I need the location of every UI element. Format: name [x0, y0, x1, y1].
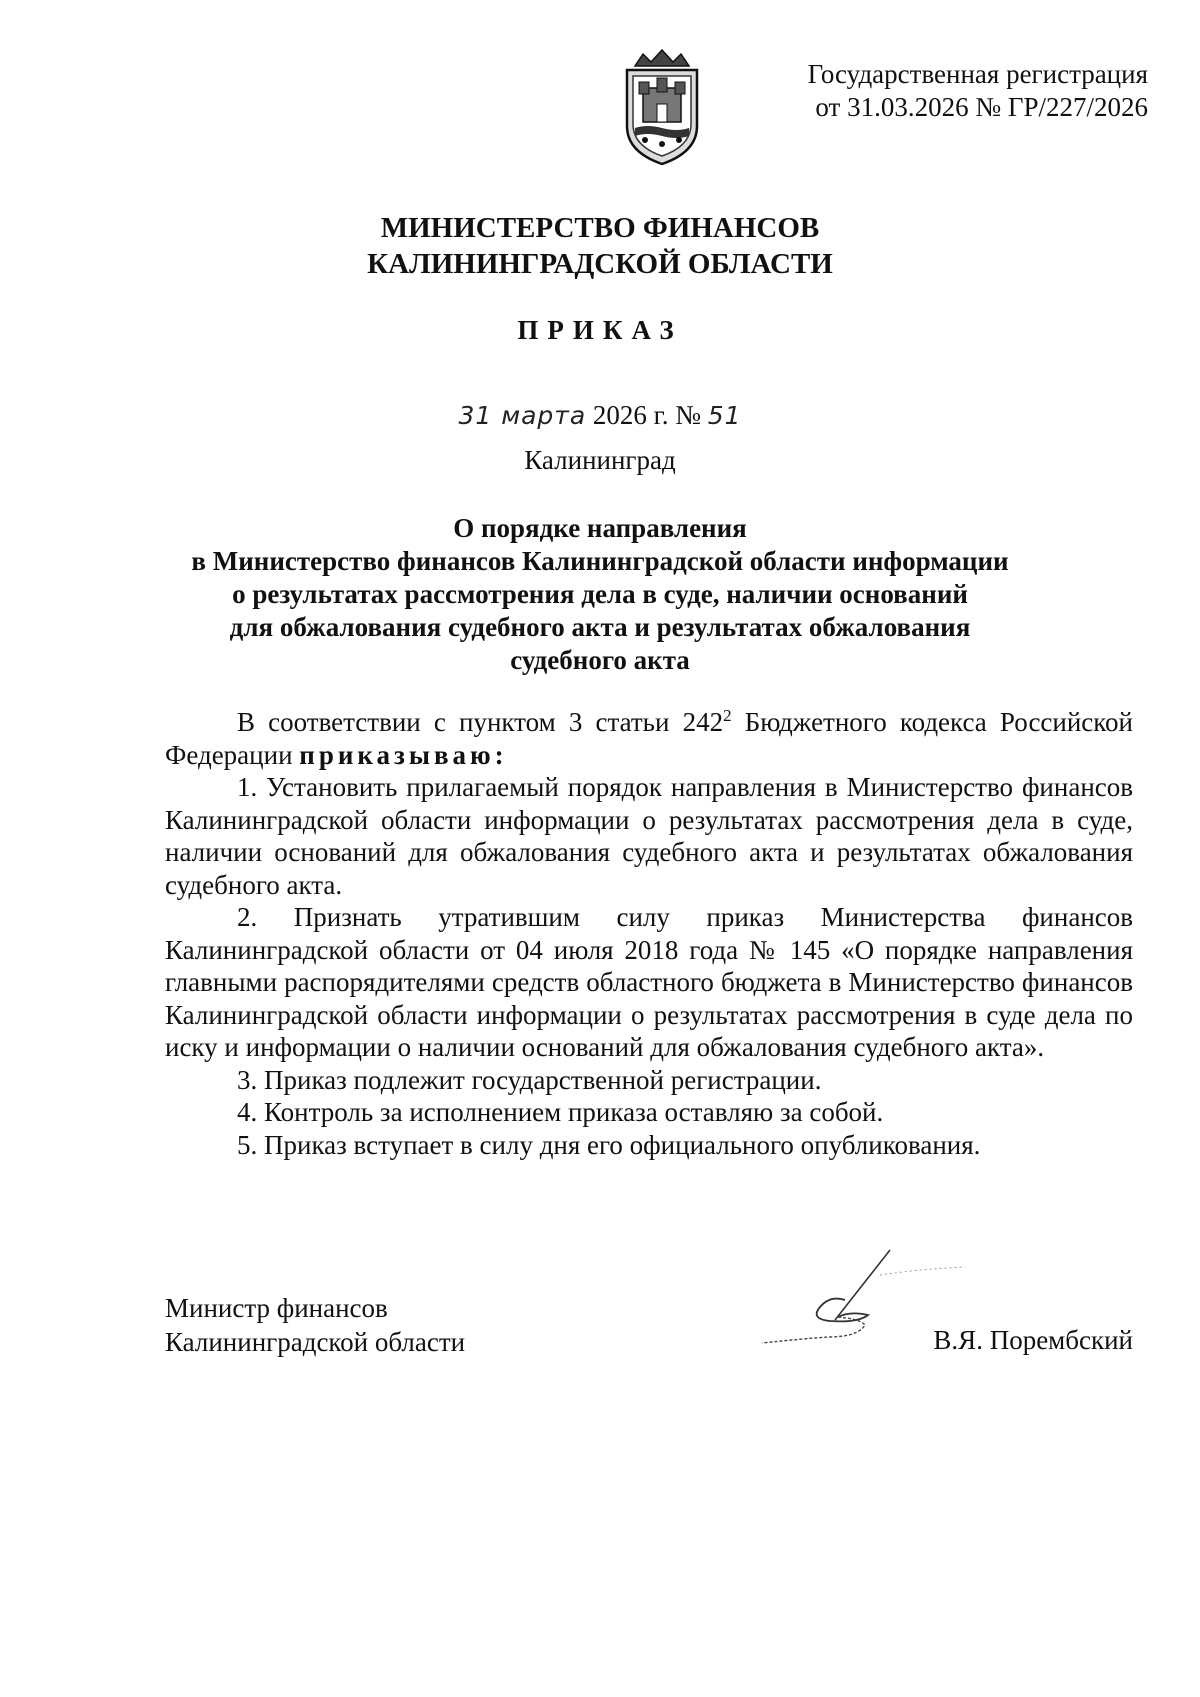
- preamble-paragraph: [165, 706, 1133, 771]
- signatory-position-line-2: Калининградской области: [165, 1327, 466, 1357]
- order-item-3: 3. Приказ подлежит государственной регистрации.: [237, 1064, 822, 1095]
- title-line: о результатах рассмотрения дела в суде, наличии оснований: [232, 579, 968, 609]
- handwritten-date: 31 марта: [458, 401, 587, 430]
- signatory-position-line-1: Министр финансов: [165, 1293, 388, 1323]
- preamble-text-2: Бюджетного кодекса Российской Федерации: [165, 707, 1133, 770]
- state-registration-note: [728, 58, 1148, 124]
- city: Калининград: [524, 445, 676, 475]
- registration-line-2: от 31.03.2026 № ГР/227/2026: [815, 92, 1148, 122]
- signatory-position: [165, 1291, 465, 1359]
- handwritten-order-number: 51: [707, 401, 742, 430]
- order-item-2: 2. Признать утратившим силу приказ Министерства финансов Калининградской области от 04 июля 2018 года № 145 «О порядке направления главными распорядителями средств областного бюджета в Министерство финансов Калининградской области информации о результатах рассмотрения в суде дела по иску и информации о наличии оснований для обжалования судебного акта».: [165, 902, 1133, 1062]
- document-body: [165, 706, 1133, 1161]
- document-title: [0, 512, 1200, 677]
- title-line: О порядке направления: [453, 513, 747, 543]
- date-year: 2026 г. №: [592, 400, 701, 430]
- title-line: в Министерство финансов Калининградской области информации: [191, 546, 1009, 576]
- title-line: для обжалования судебного акта и результатах обжалования: [229, 612, 971, 642]
- ministry-line-2: КАЛИНИНГРАДСКОЙ ОБЛАСТИ: [367, 248, 833, 280]
- ministry-line-1: МИНИСТЕРСТВО ФИНАНСОВ: [380, 212, 820, 244]
- coat-of-arms-emblem: [617, 48, 707, 166]
- order-item-1: 1. Установить прилагаемый порядок направления в Министерство финансов Калининградской области информации о результатах рассмотрения дела в суде, наличии оснований для обжалования судебного акта и результатах обжалования судебного акта.: [165, 772, 1133, 900]
- order-item-4: 4. Контроль за исполнением приказа оставляю за собой.: [237, 1097, 884, 1127]
- date-line: [0, 400, 1200, 431]
- ministry-header: [0, 210, 1200, 282]
- signatory-name: В.Я. Порембский: [933, 1325, 1133, 1355]
- order-item-5: 5. Приказ вступает в силу дня его официального опубликования.: [237, 1129, 981, 1160]
- preamble-superscript: 2: [723, 706, 732, 725]
- title-line: судебного акта: [510, 645, 690, 675]
- registration-line-1: Государственная регистрация: [807, 59, 1148, 89]
- order-verb: приказываю:: [299, 739, 508, 770]
- document-type: ПРИКАЗ: [517, 315, 683, 345]
- preamble-text-1: В соответствии с пунктом 3 статьи 242: [237, 707, 724, 737]
